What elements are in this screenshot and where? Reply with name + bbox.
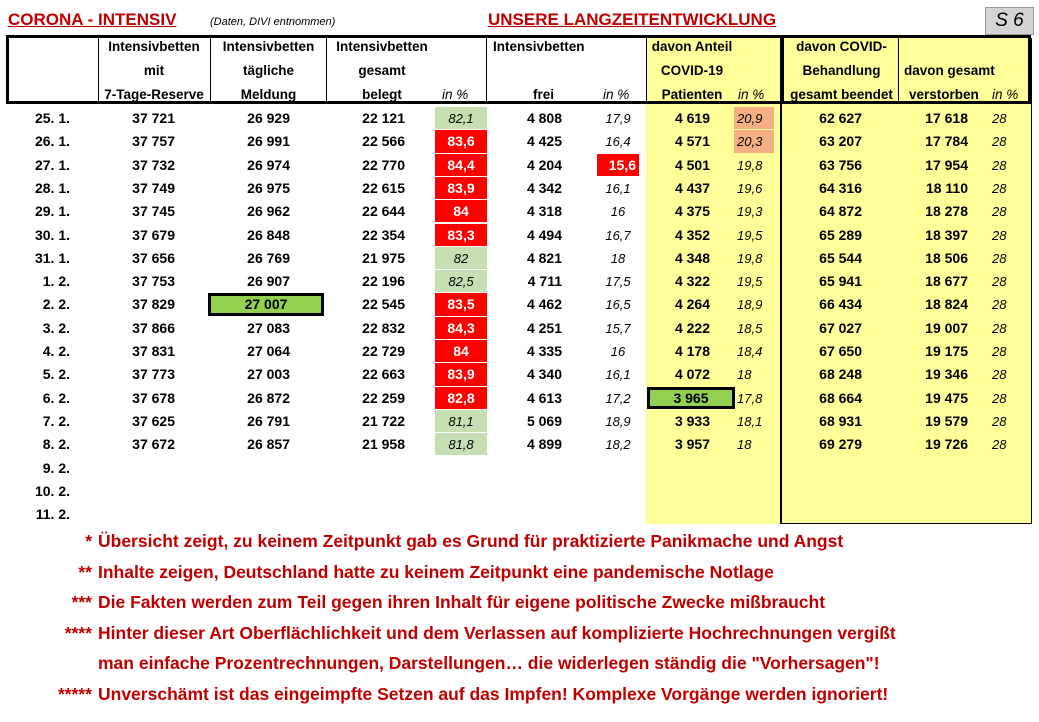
covid-value: 3 933 bbox=[674, 412, 710, 429]
col-header-verstorben-sub: verstorben bbox=[909, 87, 979, 102]
col-header-belegt: Intensivbetten gesamt belegt bbox=[336, 39, 428, 102]
verstorben-pct: 28 bbox=[992, 367, 1007, 383]
footnote-text: Inhalte zeigen, Deutschland hatte zu keinem Zeitpunkt eine pandemische Notlage bbox=[98, 561, 774, 582]
col-header-frei-sub: frei bbox=[533, 87, 555, 102]
frei-value: 4 711 bbox=[527, 273, 562, 290]
col-header-beendet: davon COVID- Behandlung gesamt beendet bbox=[790, 39, 893, 102]
source-note: (Daten, DIVI entnommen) bbox=[210, 16, 336, 28]
row-date: 30. 1. bbox=[34, 226, 70, 243]
belegt-value: 22 545 bbox=[362, 296, 405, 313]
belegt-pct: 83,9 bbox=[435, 363, 487, 385]
frei-value: 4 462 bbox=[526, 296, 562, 313]
footnote-marker: *** bbox=[71, 592, 92, 612]
verstorben-value: 19 346 bbox=[925, 366, 968, 383]
verstorben-pct: 28 bbox=[992, 390, 1007, 406]
covid-pct: 18,1 bbox=[737, 413, 763, 429]
frei-pct: 17,2 bbox=[605, 390, 631, 406]
frei-value: 4 821 bbox=[526, 249, 562, 266]
beendet-value: 67 027 bbox=[819, 319, 862, 336]
verstorben-pct: 28 bbox=[992, 134, 1007, 150]
verstorben-pct: 28 bbox=[992, 111, 1007, 126]
daily-value: 27 064 bbox=[247, 343, 290, 359]
footnote-text: Die Fakten werden zum Teil gegen ihren Inhalt für eigene politische Zwecke mißbraucht bbox=[98, 592, 826, 612]
verstorben-pct: 28 bbox=[992, 297, 1007, 313]
belegt-value: 22 729 bbox=[362, 343, 405, 359]
verstorben-value: 18 824 bbox=[925, 296, 968, 313]
belegt-value: 21 958 bbox=[362, 436, 405, 453]
covid-pct: 18,5 bbox=[737, 320, 763, 336]
covid-value: 4 348 bbox=[674, 249, 710, 266]
beendet-value: 67 650 bbox=[819, 343, 862, 359]
covid-value: 4 437 bbox=[674, 179, 710, 196]
beendet-value: 66 434 bbox=[819, 296, 862, 313]
belegt-pct: 81,8 bbox=[435, 433, 487, 455]
covid-value: 4 375 bbox=[674, 203, 710, 220]
beendet-value: 68 931 bbox=[819, 412, 862, 429]
reserve-value: 37 721 bbox=[132, 110, 175, 126]
covid-value: 3 965 bbox=[647, 387, 735, 409]
covid-value: 4 571 bbox=[674, 133, 710, 150]
belegt-pct: 83,9 bbox=[435, 177, 487, 199]
frei-value: 4 251 bbox=[526, 319, 562, 336]
covid-pct: 18 bbox=[737, 437, 752, 453]
covid-value: 4 178 bbox=[674, 343, 710, 359]
row-date: 11. 2. bbox=[35, 506, 70, 523]
reserve-value: 37 831 bbox=[132, 343, 175, 359]
belegt-value: 22 354 bbox=[362, 226, 405, 243]
belegt-value: 22 196 bbox=[362, 273, 405, 290]
verstorben-pct: 28 bbox=[992, 157, 1007, 173]
covid-pct: 19,5 bbox=[737, 227, 763, 243]
frei-value: 4 494 bbox=[526, 226, 562, 243]
reserve-value: 37 656 bbox=[132, 249, 175, 266]
daily-value: 27 003 bbox=[247, 366, 290, 383]
footnote-marker: ***** bbox=[57, 683, 92, 704]
beendet-value: 68 664 bbox=[819, 389, 862, 406]
reserve-value: 37 753 bbox=[132, 273, 175, 290]
verstorben-pct: 28 bbox=[992, 437, 1007, 453]
reserve-value: 37 732 bbox=[132, 156, 175, 173]
verstorben-pct: 28 bbox=[992, 227, 1007, 243]
frei-pct: 16 bbox=[610, 204, 626, 220]
footnote-text: man einfache Prozentrechnungen, Darstellungen… die widerlegen ständig die "Vorhersagen"! bbox=[98, 653, 880, 673]
table-header bbox=[6, 35, 1031, 104]
frei-pct: 16,1 bbox=[605, 180, 631, 196]
covid-pct: 19,3 bbox=[737, 204, 763, 220]
reserve-value: 37 866 bbox=[132, 319, 175, 336]
col-header-covid-pct: in % bbox=[738, 87, 765, 102]
verstorben-value: 17 784 bbox=[925, 133, 968, 150]
beendet-value: 62 627 bbox=[819, 110, 862, 126]
beendet-value: 68 248 bbox=[819, 366, 862, 383]
frei-value: 4 335 bbox=[526, 343, 562, 359]
reserve-value: 37 678 bbox=[132, 389, 175, 406]
row-date: 29. 1. bbox=[34, 203, 70, 220]
belegt-pct: 82,1 bbox=[435, 107, 487, 129]
covid-value: 4 264 bbox=[674, 296, 710, 313]
frei-value: 5 069 bbox=[526, 412, 562, 429]
verstorben-value: 18 397 bbox=[925, 226, 968, 243]
page-title: CORONA - INTENSIV bbox=[8, 10, 177, 29]
belegt-value: 22 566 bbox=[362, 133, 405, 150]
col-header-reserve: Intensivbetten mit 7-Tage-Reserve bbox=[104, 39, 204, 102]
verstorben-pct: 28 bbox=[992, 344, 1007, 359]
daily-value: 26 975 bbox=[247, 179, 290, 196]
verstorben-value: 19 726 bbox=[925, 436, 968, 453]
frei-pct: 16,5 bbox=[605, 297, 631, 313]
verstorben-pct: 28 bbox=[992, 413, 1007, 429]
covid-value: 4 222 bbox=[674, 319, 710, 336]
covid-pct: 20,9 bbox=[734, 107, 774, 129]
belegt-value: 22 615 bbox=[362, 179, 405, 196]
verstorben-value: 17 954 bbox=[925, 156, 968, 173]
belegt-pct: 81,1 bbox=[435, 410, 487, 432]
belegt-value: 21 975 bbox=[362, 249, 405, 266]
reserve-value: 37 745 bbox=[132, 203, 175, 220]
row-date: 25. 1. bbox=[34, 110, 70, 126]
verstorben-value: 19 579 bbox=[925, 412, 968, 429]
covid-value: 4 619 bbox=[674, 110, 710, 126]
beendet-value: 65 941 bbox=[819, 273, 862, 290]
belegt-pct: 83,6 bbox=[435, 130, 487, 152]
col-header-frei: Intensivbetten bbox=[493, 39, 585, 54]
belegt-pct: 82,8 bbox=[435, 387, 487, 409]
belegt-pct: 82 bbox=[435, 247, 487, 269]
row-date: 7. 2. bbox=[42, 412, 70, 429]
frei-value: 4 613 bbox=[526, 389, 562, 406]
row-date: 5. 2. bbox=[42, 366, 70, 383]
frei-pct: 18,2 bbox=[605, 437, 631, 453]
frei-pct: 16,1 bbox=[605, 367, 631, 383]
daily-value: 27 007 bbox=[208, 293, 324, 315]
belegt-pct: 84 bbox=[435, 340, 487, 362]
belegt-value: 21 722 bbox=[362, 412, 405, 429]
daily-value: 27 083 bbox=[247, 319, 290, 336]
daily-value: 26 974 bbox=[247, 156, 290, 173]
belegt-value: 22 832 bbox=[362, 319, 405, 336]
verstorben-value: 18 506 bbox=[925, 249, 968, 266]
covid-pct: 19,6 bbox=[737, 180, 763, 196]
belegt-pct: 82,5 bbox=[435, 270, 487, 292]
daily-value: 26 857 bbox=[247, 436, 290, 453]
beendet-value: 64 872 bbox=[819, 203, 862, 220]
reserve-value: 37 749 bbox=[132, 179, 175, 196]
verstorben-pct: 28 bbox=[992, 180, 1007, 196]
reserve-value: 37 625 bbox=[132, 412, 175, 429]
frei-pct: 18 bbox=[610, 250, 626, 266]
col-header-frei-pct: in % bbox=[603, 87, 630, 102]
row-date: 9. 2. bbox=[42, 459, 70, 476]
reserve-value: 37 672 bbox=[132, 436, 175, 453]
verstorben-value: 18 110 bbox=[925, 179, 968, 196]
frei-value: 4 808 bbox=[526, 110, 562, 126]
belegt-value: 22 770 bbox=[362, 156, 405, 173]
yellow-divider bbox=[780, 38, 782, 524]
verstorben-value: 18 278 bbox=[925, 203, 968, 220]
verstorben-pct: 28 bbox=[992, 274, 1007, 290]
verstorben-value: 19 007 bbox=[925, 319, 968, 336]
daily-value: 26 907 bbox=[247, 273, 290, 290]
covid-value: 4 322 bbox=[674, 273, 710, 290]
row-date: 6. 2. bbox=[42, 389, 70, 406]
footnote-text: Hinter dieser Art Oberflächlichkeit und dem Verlassen auf komplizierte Hochrechnungen vergißt bbox=[98, 622, 896, 643]
frei-pct: 15,6 bbox=[597, 154, 639, 176]
row-date: 3. 2. bbox=[42, 319, 70, 336]
frei-value: 4 899 bbox=[526, 436, 562, 453]
covid-pct: 19,8 bbox=[737, 157, 763, 173]
frei-value: 4 342 bbox=[526, 179, 562, 196]
footnote-text: Übersicht zeigt, zu keinem Zeitpunkt gab es Grund für praktizierte Panikmache und Angst bbox=[98, 531, 844, 551]
row-date: 4. 2. bbox=[42, 343, 70, 359]
frei-pct: 17,9 bbox=[605, 111, 631, 126]
daily-value: 26 872 bbox=[247, 389, 290, 406]
belegt-value: 22 259 bbox=[362, 389, 405, 406]
daily-value: 26 791 bbox=[247, 412, 290, 429]
belegt-pct: 84,4 bbox=[435, 154, 487, 176]
covid-value: 4 072 bbox=[674, 366, 710, 383]
verstorben-pct: 28 bbox=[992, 250, 1007, 266]
beendet-value: 65 289 bbox=[819, 226, 862, 243]
beendet-value: 64 316 bbox=[819, 179, 862, 196]
main-title: UNSERE LANGZEITENTWICKLUNG bbox=[488, 10, 777, 29]
belegt-pct: 84 bbox=[435, 200, 487, 222]
covid-pct: 18 bbox=[737, 367, 752, 383]
row-date: 2. 2. bbox=[42, 296, 70, 313]
row-date: 28. 1. bbox=[34, 179, 70, 196]
beendet-value: 63 207 bbox=[819, 133, 862, 150]
daily-value: 26 991 bbox=[247, 133, 290, 150]
covid-pct: 19,8 bbox=[737, 250, 763, 266]
row-date: 31. 1. bbox=[34, 249, 70, 266]
col-header-verstorben: davon gesamt bbox=[904, 63, 995, 78]
verstorben-value: 19 175 bbox=[925, 343, 968, 359]
row-date: 8. 2. bbox=[42, 436, 70, 453]
frei-pct: 17,5 bbox=[605, 274, 631, 290]
covid-pct: 18,9 bbox=[737, 297, 763, 313]
belegt-pct: 83,3 bbox=[435, 224, 487, 246]
frei-value: 4 340 bbox=[526, 366, 562, 383]
reserve-value: 37 829 bbox=[132, 296, 175, 313]
frei-value: 4 204 bbox=[526, 156, 562, 173]
frei-pct: 16 bbox=[610, 344, 626, 359]
covid-value: 3 957 bbox=[674, 436, 710, 453]
covid-pct: 18,4 bbox=[737, 344, 763, 359]
verstorben-value: 19 475 bbox=[925, 389, 968, 406]
reserve-value: 37 773 bbox=[132, 366, 175, 383]
belegt-value: 22 121 bbox=[362, 110, 405, 126]
belegt-value: 22 663 bbox=[362, 366, 405, 383]
reserve-value: 37 757 bbox=[132, 133, 175, 150]
row-date: 1. 2. bbox=[42, 273, 70, 290]
verstorben-pct: 28 bbox=[992, 320, 1007, 336]
frei-pct: 16,4 bbox=[605, 134, 631, 150]
verstorben-value: 18 677 bbox=[925, 273, 968, 290]
belegt-pct: 83,5 bbox=[435, 293, 487, 315]
col-header-daily: Intensivbetten tägliche Meldung bbox=[222, 39, 315, 102]
col-header-covid: davon Anteil COVID-19 Patienten bbox=[651, 39, 733, 102]
frei-pct: 16,7 bbox=[605, 227, 631, 243]
frei-value: 4 425 bbox=[526, 133, 562, 150]
col-header-belegt-pct: in % bbox=[442, 87, 469, 102]
covid-value: 4 352 bbox=[674, 226, 710, 243]
daily-value: 26 848 bbox=[247, 226, 290, 243]
covid-pct: 20,3 bbox=[734, 130, 774, 152]
reserve-value: 37 679 bbox=[132, 226, 175, 243]
beendet-value: 63 756 bbox=[819, 156, 862, 173]
beendet-value: 65 544 bbox=[819, 249, 862, 266]
frei-pct: 18,9 bbox=[605, 413, 631, 429]
verstorben-pct: 28 bbox=[992, 204, 1007, 220]
frei-pct: 15,7 bbox=[605, 320, 631, 336]
page-number: S 6 bbox=[985, 7, 1034, 35]
footnote-marker: **** bbox=[64, 622, 92, 643]
footnote-marker: ** bbox=[78, 561, 92, 582]
row-date: 27. 1. bbox=[34, 156, 70, 173]
footnote-text: Unverschämt ist das eingeimpfte Setzen auf das Impfen! Komplexe Vorgänge werden ignoriert! bbox=[98, 683, 889, 704]
daily-value: 26 929 bbox=[247, 110, 290, 126]
daily-value: 26 769 bbox=[247, 249, 290, 266]
covid-value: 4 501 bbox=[674, 156, 710, 173]
covid-pct: 19,5 bbox=[737, 274, 763, 290]
frei-value: 4 318 bbox=[526, 203, 562, 220]
beendet-value: 69 279 bbox=[819, 436, 862, 453]
covid-pct: 17,8 bbox=[737, 390, 763, 406]
row-date: 10. 2. bbox=[34, 482, 70, 499]
col-header-verstorben-pct: in % bbox=[992, 87, 1019, 102]
yellow-right-edge bbox=[1031, 38, 1032, 524]
daily-value: 26 962 bbox=[247, 203, 290, 220]
belegt-value: 22 644 bbox=[362, 203, 405, 220]
yellow-bottom-edge bbox=[780, 523, 1032, 524]
footnote-marker: * bbox=[85, 531, 92, 551]
verstorben-value: 17 618 bbox=[925, 110, 968, 126]
belegt-pct: 84,3 bbox=[435, 317, 487, 339]
row-date: 26. 1. bbox=[34, 133, 70, 150]
